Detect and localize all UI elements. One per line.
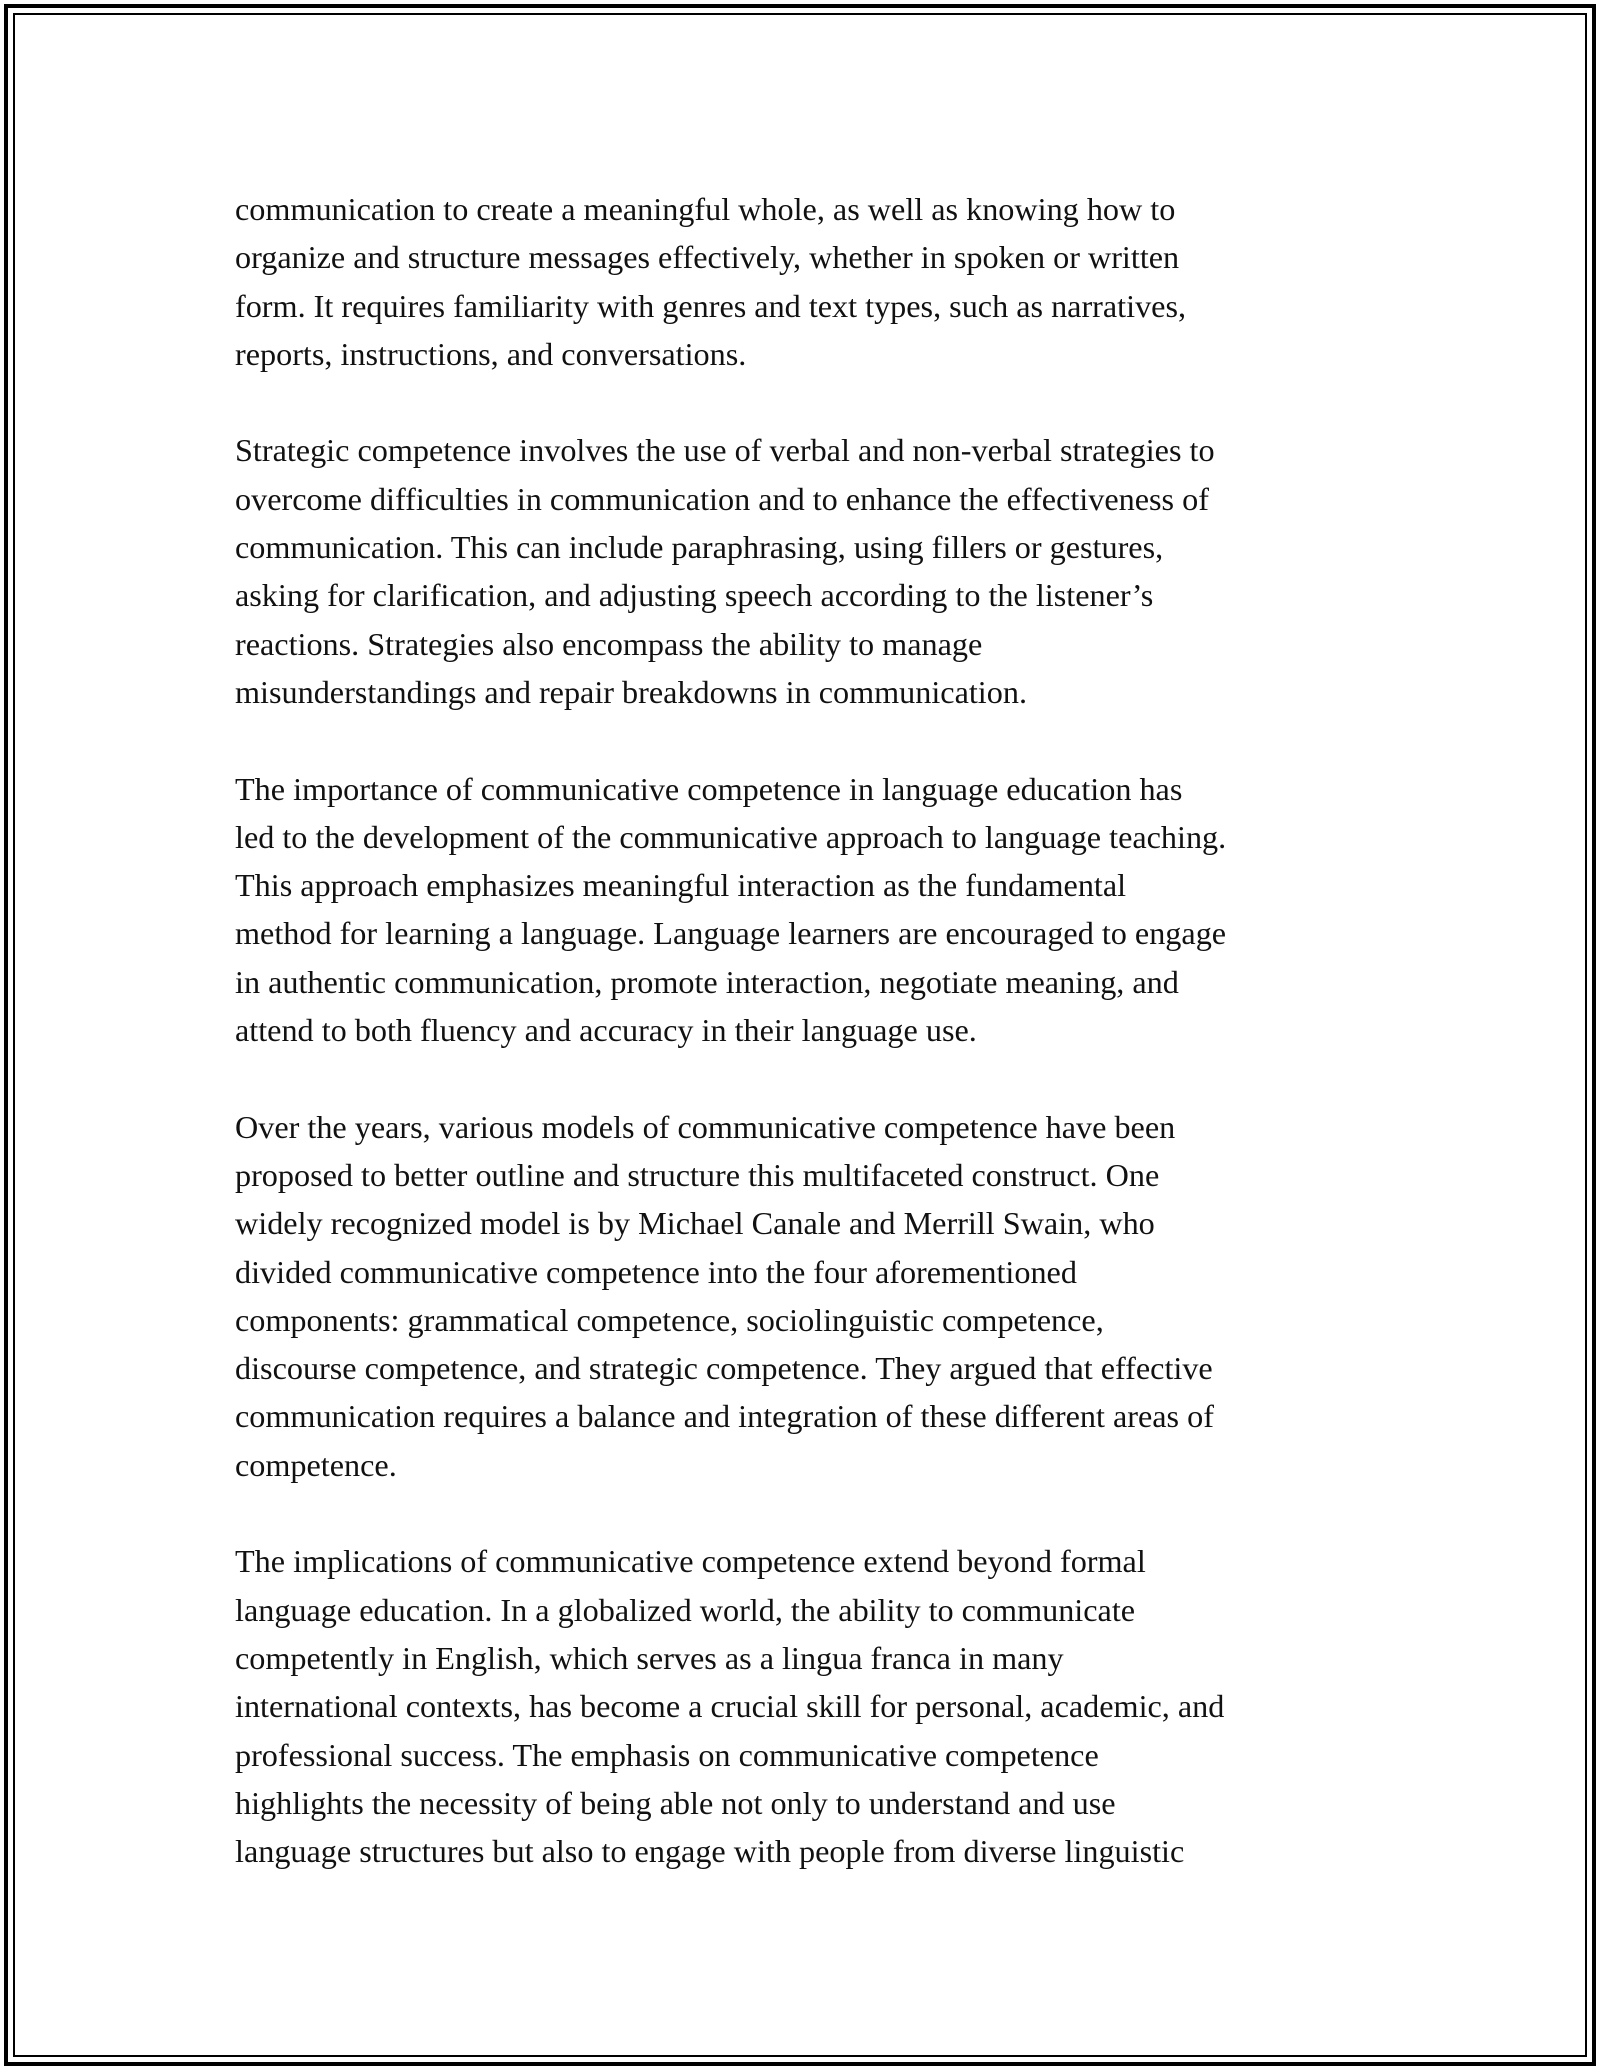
text-line: communication requires a balance and integration of these different areas of — [235, 1398, 1214, 1435]
text-line: Over the years, various models of communicative competence have been — [235, 1108, 1176, 1145]
text-line: Strategic competence involves the use of verbal and non-verbal strategies to — [235, 432, 1215, 469]
text-line: international contexts, has become a crucial skill for personal, academic, and — [235, 1688, 1225, 1725]
text-line: reports, instructions, and conversations. — [235, 335, 747, 372]
paragraph-discourse-competence — [235, 185, 1385, 378]
text-line: proposed to better outline and structure this multifaceted construct. One — [235, 1156, 1160, 1193]
paragraph-communicative-approach — [235, 765, 1385, 1055]
text-line: components: grammatical competence, sociolinguistic competence, — [235, 1301, 1104, 1338]
text-line: This approach emphasizes meaningful interaction as the fundamental — [235, 867, 1127, 904]
text-line: The implications of communicative competence extend beyond formal — [235, 1543, 1146, 1580]
paragraph-competence-models — [235, 1103, 1385, 1489]
text-line: divided communicative competence into the four aforementioned — [235, 1253, 1077, 1290]
text-line: highlights the necessity of being able not only to understand and use — [235, 1784, 1116, 1821]
text-line: competently in English, which serves as a lingua franca in many — [235, 1639, 1064, 1676]
text-line: misunderstandings and repair breakdowns in communication. — [235, 673, 1027, 710]
text-line: communication. This can include paraphrasing, using fillers or gestures, — [235, 529, 1164, 566]
text-line: asking for clarification, and adjusting speech according to the listener’s — [235, 577, 1154, 614]
text-line: led to the development of the communicative approach to language teaching. — [235, 818, 1227, 855]
text-line: competence. — [235, 1446, 397, 1483]
text-line: communication to create a meaningful whole, as well as knowing how to — [235, 191, 1176, 227]
text-line: reactions. Strategies also encompass the ability to manage — [235, 625, 983, 662]
text-line: organize and structure messages effectively, whether in spoken or written — [235, 239, 1180, 276]
text-line: professional success. The emphasis on communicative competence — [235, 1736, 1099, 1773]
text-line: language structures but also to engage with people from diverse linguistic — [235, 1833, 1185, 1870]
text-line: attend to both fluency and accuracy in their language use. — [235, 1012, 977, 1049]
text-line: language education. In a globalized world, the ability to communicate — [235, 1591, 1136, 1628]
document-body — [235, 185, 1385, 1924]
paragraph-strategic-competence — [235, 426, 1385, 716]
text-line: form. It requires familiarity with genres and text types, such as narratives, — [235, 287, 1187, 324]
text-line: discourse competence, and strategic competence. They argued that effective — [235, 1350, 1213, 1387]
text-line: widely recognized model is by Michael Canale and Merrill Swain, who — [235, 1205, 1155, 1242]
paragraph-implications — [235, 1537, 1385, 1875]
text-line: method for learning a language. Language learners are encouraged to engage — [235, 915, 1227, 952]
text-line: in authentic communication, promote interaction, negotiate meaning, and — [235, 963, 1179, 1000]
text-line: overcome difficulties in communication and to enhance the effectiveness of — [235, 480, 1209, 517]
text-line: The importance of communicative competence in language education has — [235, 770, 1183, 807]
